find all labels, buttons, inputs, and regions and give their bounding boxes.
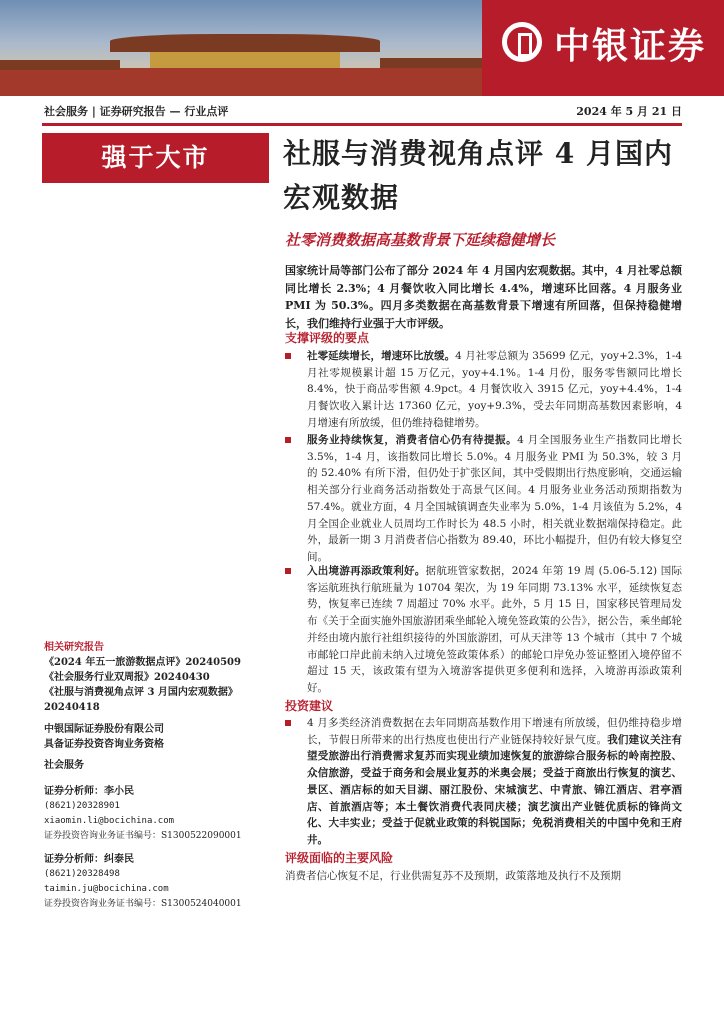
section-title-advice: 投资建议 (285, 699, 334, 713)
bullet-item (285, 432, 682, 566)
analyst-cert: 证券投资咨询业务证书编号：S1300522090001 (44, 831, 242, 841)
advice-plain: 4 月多类经济消费数据在去年同期高基数作用下增速有所放缓，但仍维持稳步增长，节假日所带来的出行热度也使出行产业链保持较好景气度。 (307, 717, 682, 746)
company-info (44, 722, 274, 773)
analyst-email[interactable]: taimin.ju@bocichina.com (44, 884, 169, 894)
related-reports (44, 640, 274, 715)
bullet-body: 4 月全国服务业生产指数同比增长 3.5%，1-4 月，该指数同比增长 5.0%。4 月服务业 PMI 为 50.3%，较 3 月的 52.40% 有所下滑，但仍处于扩张区间，其中受假期出行热度影响，交通运输相关部分行业商务活动指数处于高景气区间。4 月服务业业务活动预期指数为 57.4%。就业方面，4 月全国城镇调查失业率为 5.0%，1-4 月该值为 5.2%，4 月全国企业就业人员周均工作时长为 48.5 小时，相关就业数据端保持稳定。此外，最新一期 3 月消费者信心指数为 89.40，环比小幅提升，但仍有较大修复空间。 (307, 434, 682, 563)
section-title-points: 支撑评级的要点 (285, 331, 370, 345)
summary-paragraph: 国家统计局等部门公布了部分 2024 年 4 月国内宏观数据。其中，4 月社零总额同比增长 2.3%；4 月餐饮收入同比增长 4.4%，增速环比回落。4 月服务业 PMI 为 50.3%。四月多类数据在高基数背景下增速有所回落，但保持稳健增长，我们维持行业强于大市评级。 (285, 264, 682, 330)
company-name: 中银国际证券股份有限公司 (44, 724, 164, 735)
boc-logo-icon (502, 22, 542, 62)
analyst-cert: 证券投资咨询业务证书编号：S1300524040001 (44, 899, 242, 909)
bullet-lead: 服务业持续恢复，消费者信心仍有待提振。 (307, 434, 518, 446)
industry-label: 社会服务 (44, 760, 84, 771)
related-title: 相关研究报告 (44, 642, 104, 653)
analyst-block (44, 852, 274, 912)
breadcrumb: 社会服务 | 证券研究报告 — 行业点评 (44, 105, 229, 118)
related-report-link[interactable]: 《社会服务行业双周报》20240430 (44, 672, 210, 683)
related-report-link[interactable]: 《2024 年五一旅游数据点评》20240509 (44, 657, 241, 668)
analyst-name: 证券分析师：纠泰民 (44, 854, 134, 865)
bullet-item (285, 563, 682, 697)
report-date: 2024 年 5 月 21 日 (576, 105, 682, 118)
report-title: 社服与消费视角点评 4 月国内宏观数据 (283, 137, 673, 214)
header-banner (0, 0, 724, 96)
bullet-lead: 入出境游再添政策利好。 (307, 565, 426, 577)
report-subtitle: 社零消费数据高基数背景下延续稳健增长 (285, 231, 556, 249)
bullet-body: 4 月社零总额为 35699 亿元，yoy+2.3%，1-4 月社零规模累计超 15 万亿元，yoy+4.1%。1-4 月份，服务零售额同比增长 8.4%，快于商品零售额 4.9pct。4 月餐饮收入 3915 亿元，yoy+4.4%，1-4 月餐饮收入累计达 17360 亿元，yoy+9.3%，受去年同期高基数因素影响，4 月增速有所放缓，但仍维持稳健增势。 (307, 350, 682, 429)
bullet-square-icon (285, 720, 291, 726)
related-report-link[interactable]: 《社服与消费视角点评 3 月国内宏观数据》20240418 (44, 687, 238, 713)
analyst-name: 证券分析师：李小民 (44, 786, 134, 797)
rating-badge: 强于大市 (42, 133, 269, 183)
section-title-risk: 评级面临的主要风险 (285, 851, 394, 865)
analyst-phone: (8621)20328901 (44, 801, 120, 811)
brand-logo (482, 0, 724, 96)
risk-text: 消费者信心恢复不足，行业供需复苏不及预期，政策落地及执行不及预期 (285, 870, 621, 882)
bullet-lead: 社零延续增长，增速环比放缓。 (307, 350, 456, 362)
bullet-square-icon (285, 437, 291, 443)
bullet-square-icon (285, 568, 291, 574)
bullet-item (285, 348, 682, 432)
company-qualification: 具备证券投资咨询业务资格 (44, 739, 164, 750)
analyst-email[interactable]: xiaomin.li@bocichina.com (44, 816, 175, 826)
advice-item (285, 715, 682, 849)
brand-name: 中银证券 (554, 26, 707, 67)
analyst-block (44, 784, 274, 844)
bullet-body: 据航班管家数据，2024 年第 19 周 (5.06-5.12) 国际客运航班执行航班量为 10704 架次，为 19 年同期 73.13% 水平，延续恢复态势，恢复率已连续 7 周超过 70% 水平。此外，5 月 15 日，国家移民管理局发布《关于全面实施外国旅游团乘坐邮轮入境免签政策的公告》，据公告，乘坐邮轮并经由境内旅行社组织接待的外国旅游团，可从天津等 13 个城市（其中 7 个城市邮轮口岸此前未纳入过境免签政策体系）的邮轮口岸免办签证整团入境停留不超过 15 天，该政策有望为入境游客提供更多便利和选择，入境游再添政策利好。 (307, 565, 683, 694)
bullet-square-icon (285, 353, 291, 359)
advice-bold: 我们建议关注有望受旅游出行消费需求复苏而实现业绩加速恢复的旅游综合服务标的岭南控股、众信旅游，受益于商务和会展业复苏的米奥会展；受益于商旅出行恢复的演艺、景区、酒店标的如天目湖、丽江股份、宋城演艺、中青旅、锦江酒店、君亭酒店、首旅酒店等；本土餐饮消费代表同庆楼；演艺演出产业链优质标的锋尚文化、大丰实业；受益于促就业政策的科锐国际；免税消费相关的中国中免和王府井。 (307, 733, 683, 846)
analyst-phone: (8621)20328498 (44, 869, 120, 879)
report-meta-bar (42, 101, 682, 126)
